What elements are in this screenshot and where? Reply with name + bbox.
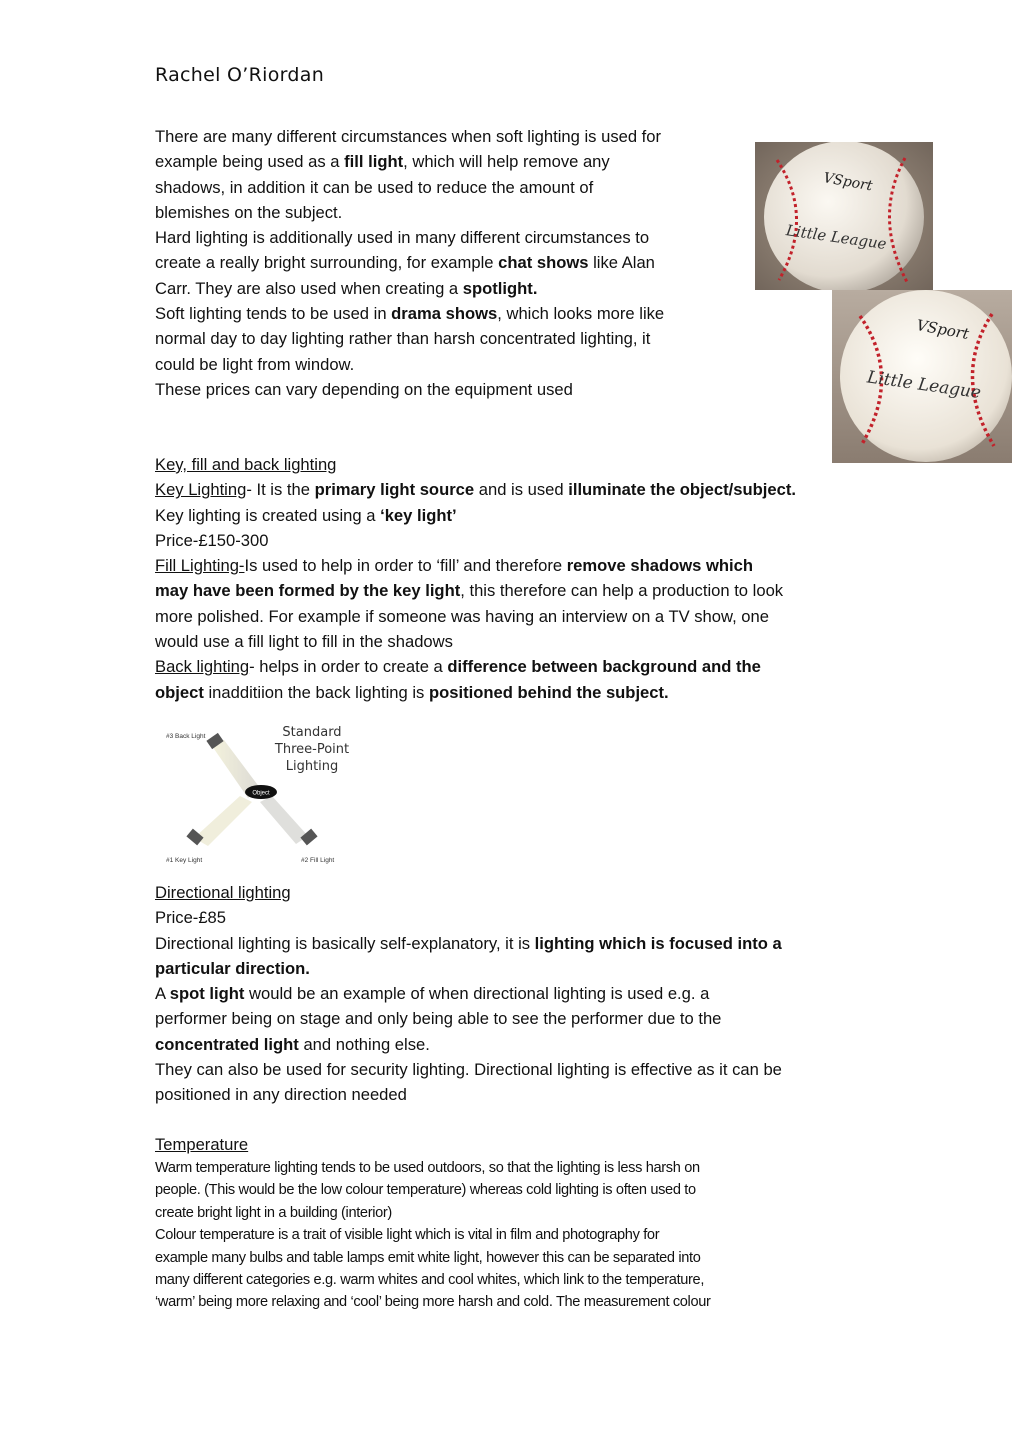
bold-phrase: may have been formed by the key light xyxy=(155,581,461,601)
intro-line: blemishes on the subject. xyxy=(155,202,343,222)
baseball-photo-2 xyxy=(832,290,1012,463)
bold-phrase: lighting which is focused into a xyxy=(534,933,782,953)
underlined-heading: Fill Lighting- xyxy=(155,556,245,576)
underlined-heading: Back lighting xyxy=(155,657,250,677)
key-section-line: more polished. For example if someone was having an interview on a TV show, one xyxy=(155,606,769,626)
lighting-types-section xyxy=(155,452,796,705)
key-section-line: object inadditiion the back lighting is positioned behind the subject. xyxy=(155,682,669,702)
temperature-line: ‘warm’ being more relaxing and ‘cool’ being more harsh and cold. The measurement colour xyxy=(155,1294,711,1311)
intro-line: These prices can vary depending on the equipment used xyxy=(155,379,573,399)
ball-brand-text-1: VSport xyxy=(822,170,874,195)
bold-phrase: particular direction. xyxy=(155,958,310,978)
bold-phrase: concentrated light xyxy=(155,1034,299,1054)
bold-phrase: object xyxy=(155,682,204,702)
ball-league-text-1: Little League xyxy=(784,221,888,254)
temperature-line: many different categories e.g. warm whites and cool whites, which link to the temperature, xyxy=(155,1272,705,1289)
key-section-line xyxy=(155,452,796,477)
directional-line xyxy=(155,956,782,981)
key-section-line: may have been formed by the key light, this therefore can help a production to look xyxy=(155,581,784,601)
temperature-paragraph xyxy=(155,1157,711,1314)
intro-line: normal day to day lighting rather than harsh concentrated lighting, it xyxy=(155,329,651,349)
directional-line: They can also be used for security lighting. Directional lighting is effective as it can be xyxy=(155,1060,782,1080)
directional-line: positioned in any direction needed xyxy=(155,1085,407,1105)
intro-line: create a really bright surrounding, for example chat shows like Alan xyxy=(155,253,655,273)
temperature-line: create bright light in a building (interior) xyxy=(155,1204,392,1221)
bold-phrase: difference between background and the xyxy=(447,657,761,677)
key-light-label: #1 Key Light xyxy=(166,857,203,864)
bold-phrase: drama shows xyxy=(391,304,498,324)
temperature-line: Colour temperature is a trait of visible light which is vital in film and photography for xyxy=(155,1227,660,1244)
intro-line: example being used as a fill light, which will help remove any xyxy=(155,152,610,172)
diagram-title-line-2: Three-Point xyxy=(274,742,350,757)
directional-lighting-section xyxy=(155,880,782,1108)
author-name: Rachel O’Riordan xyxy=(155,64,325,86)
key-section-line: Key lighting is created using a ‘key light’ xyxy=(155,505,457,525)
bold-phrase: fill light xyxy=(344,152,404,172)
underlined-heading: Directional lighting xyxy=(155,883,291,902)
directional-line xyxy=(155,880,782,905)
underlined-heading: Key Lighting xyxy=(155,480,247,500)
key-section-line: would use a fill light to fill in the shadows xyxy=(155,632,453,652)
fill-light-label: #2 Fill Light xyxy=(301,857,335,864)
bold-phrase: spot light xyxy=(169,984,245,1004)
directional-line: Directional lighting is basically self-explanatory, it is lighting which is focused into a xyxy=(155,933,782,953)
directional-line: A spot light would be an example of when directional lighting is used e.g. a xyxy=(155,984,710,1004)
temperature-line: Warm temperature lighting tends to be used outdoors, so that the lighting is less harsh on xyxy=(155,1160,700,1176)
intro-line: There are many different circumstances when soft lighting is used for xyxy=(155,127,662,146)
intro-line: could be light from window. xyxy=(155,354,355,374)
temperature-heading: Temperature xyxy=(155,1135,249,1154)
underlined-heading: Key, fill and back lighting xyxy=(155,455,337,474)
intro-line: Hard lighting is additionally used in many different circumstances to xyxy=(155,228,650,248)
bold-phrase: chat shows xyxy=(498,253,589,273)
bold-phrase: primary light source xyxy=(314,480,475,500)
directional-line: concentrated light and nothing else. xyxy=(155,1034,430,1054)
baseball-photo-1 xyxy=(755,142,933,290)
intro-line: shadows, in addition it can be used to reduce the amount of xyxy=(155,177,594,197)
key-section-line: Fill Lighting-Is used to help in order to ‘fill’ and therefore remove shadows which xyxy=(155,556,753,576)
intro-paragraph xyxy=(155,124,664,402)
bold-phrase: illuminate the object/subject. xyxy=(568,480,796,500)
key-section-line: Key Lighting- It is the primary light source and is used illuminate the object/subject. xyxy=(155,480,796,500)
key-section-line: Back lighting- helps in order to create a difference between background and the xyxy=(155,657,761,677)
object-label: Object xyxy=(252,790,270,797)
directional-line: performer being on stage and only being able to see the performer due to the xyxy=(155,1009,722,1029)
temperature-line: example many bulbs and table lamps emit white light, however this can be separated into xyxy=(155,1249,701,1266)
diagram-title-line-3: Lighting xyxy=(285,759,339,774)
intro-line: Soft lighting tends to be used in drama shows, which looks more like xyxy=(155,304,665,324)
ball-league-text-2: Little League xyxy=(865,367,983,404)
ball-brand-text-2: VSport xyxy=(915,316,971,344)
temperature-line: people. (This would be the low colour temperature) whereas cold lighting is often used to xyxy=(155,1182,696,1199)
diagram-title-line-1: Standard xyxy=(282,725,342,740)
three-point-lighting-diagram xyxy=(160,718,356,868)
bold-phrase: spotlight. xyxy=(462,278,538,298)
key-section-line: Price-£150-300 xyxy=(155,530,269,550)
bold-phrase: positioned behind the subject. xyxy=(428,682,669,702)
bold-phrase: remove shadows which xyxy=(566,556,753,576)
directional-line: Price-£85 xyxy=(155,908,227,928)
back-light-label: #3 Back Light xyxy=(166,733,206,740)
intro-line: Carr. They are also used when creating a spotlight. xyxy=(155,278,538,298)
bold-phrase: ‘key light’ xyxy=(380,505,457,525)
